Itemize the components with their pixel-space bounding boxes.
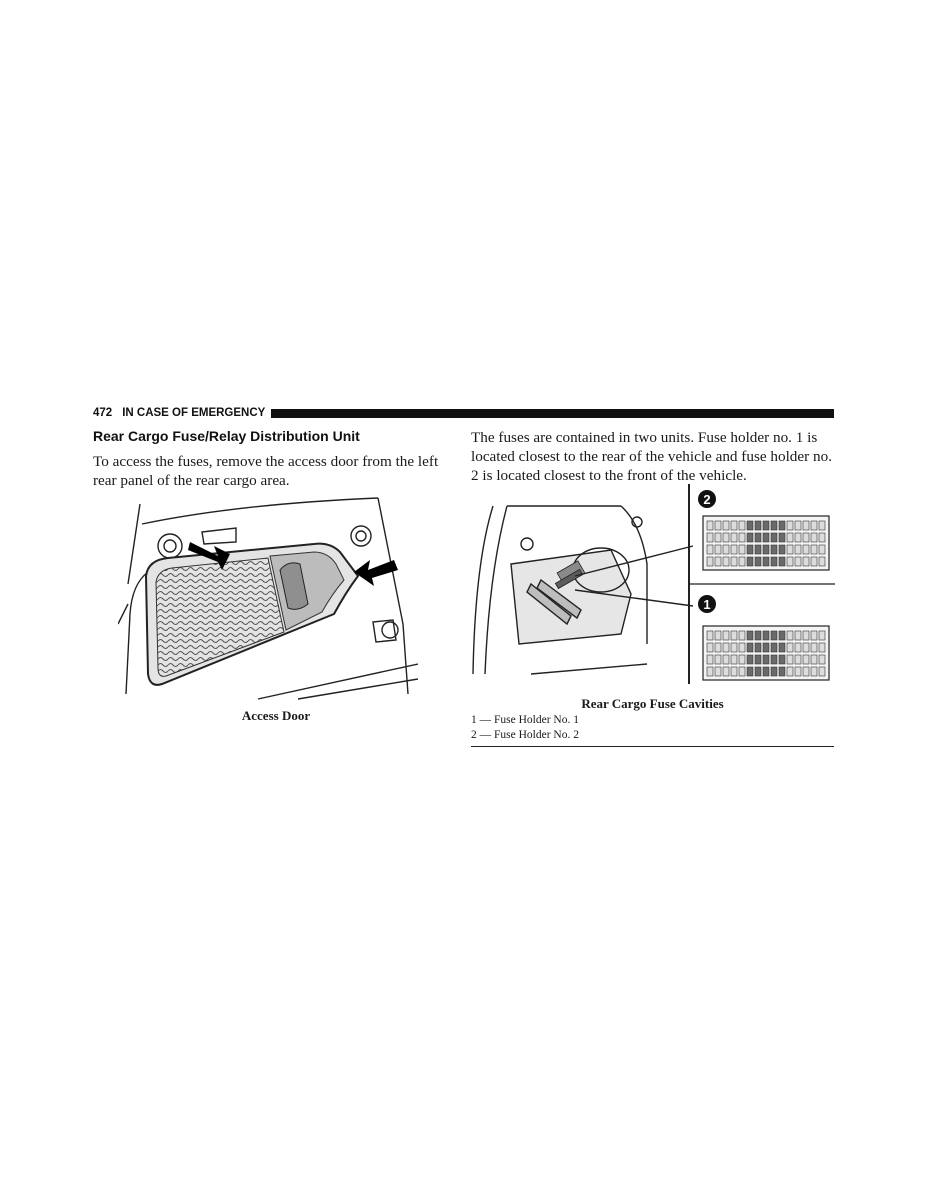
fuse-cavity	[731, 545, 737, 554]
fuse-cavity	[795, 631, 801, 640]
fuse-cavity	[795, 557, 801, 566]
fuse-cavity	[787, 667, 793, 676]
fuse-cavity	[747, 521, 753, 530]
fuse-cavity	[787, 643, 793, 652]
fuse-cavity	[779, 521, 785, 530]
fuse-cavity	[715, 557, 721, 566]
fuse-cavity	[723, 667, 729, 676]
fuse-cavity	[771, 545, 777, 554]
section-title: IN CASE OF EMERGENCY	[122, 407, 266, 419]
fuse-cavity	[715, 545, 721, 554]
section-heading: Rear Cargo Fuse/Relay Distribution Unit	[93, 428, 360, 444]
fuse-cavity	[755, 631, 761, 640]
fuse-cavity	[715, 631, 721, 640]
legend-item-1: 1 — Fuse Holder No. 1	[471, 714, 579, 726]
fuse-cavity	[811, 655, 817, 664]
fuse-cavity	[755, 545, 761, 554]
fuse-cavity	[795, 521, 801, 530]
fuse-cavity	[739, 533, 745, 542]
fuse-cavity	[731, 631, 737, 640]
fuse-cavity	[747, 545, 753, 554]
fuse-cavity	[795, 643, 801, 652]
fuse-cavity	[723, 521, 729, 530]
fuse-cavity	[755, 533, 761, 542]
fuse-cavity	[763, 667, 769, 676]
fuse-cavity	[787, 631, 793, 640]
fuse-cavity	[707, 655, 713, 664]
figure2-caption: Rear Cargo Fuse Cavities	[581, 696, 724, 711]
fuse-cavity	[707, 643, 713, 652]
fuse-cavity	[819, 631, 825, 640]
fuse-cavity	[803, 667, 809, 676]
fuse-cavity	[755, 667, 761, 676]
fuse-cavity	[811, 643, 817, 652]
fuse-cavity	[763, 643, 769, 652]
fuse-cavity	[803, 521, 809, 530]
legend-item-2: 2 — Fuse Holder No. 2	[471, 729, 579, 741]
fuse-cavity	[779, 643, 785, 652]
fuse-cavity	[819, 643, 825, 652]
fuse-cavity	[755, 643, 761, 652]
fuse-cavity	[731, 655, 737, 664]
fuse-cavity	[787, 545, 793, 554]
fuse-cavity	[739, 667, 745, 676]
fuse-cavity	[739, 545, 745, 554]
fuse-cavity	[723, 631, 729, 640]
fuse-cavity	[747, 533, 753, 542]
fuse-cavity	[723, 545, 729, 554]
fuse-cavity	[723, 655, 729, 664]
fuse-cavity	[779, 631, 785, 640]
page-number: 472	[93, 407, 113, 419]
fuse-cavity	[819, 533, 825, 542]
fuse-cavity	[811, 533, 817, 542]
header-bar	[271, 409, 834, 418]
fuse-cavity	[803, 557, 809, 566]
callout-1: 1	[703, 597, 711, 612]
fuse-cavity	[819, 667, 825, 676]
access-door-illustration	[118, 494, 418, 704]
figure1-caption: Access Door	[241, 708, 311, 723]
fuse-cavity	[803, 545, 809, 554]
fuse-cavity	[715, 643, 721, 652]
fuse-cavities-illustration	[471, 484, 835, 694]
fuse-cavity	[763, 521, 769, 530]
fuse-cavity	[803, 631, 809, 640]
fuse-cavity	[707, 521, 713, 530]
fuse-cavity	[771, 655, 777, 664]
fuse-cavity	[763, 631, 769, 640]
fuse-cavity	[771, 667, 777, 676]
fuse-cavity	[771, 631, 777, 640]
fuse-cavity	[779, 655, 785, 664]
fuse-cavity	[739, 521, 745, 530]
fuse-holder-1-diagram	[703, 626, 829, 680]
fuse-holder-2-diagram	[703, 516, 829, 570]
fuse-cavity	[811, 667, 817, 676]
fuse-cavity	[723, 533, 729, 542]
fuse-cavity	[739, 655, 745, 664]
fuse-cavity	[747, 643, 753, 652]
fuse-cavity	[787, 533, 793, 542]
fuse-cavity	[723, 643, 729, 652]
fuse-cavity	[779, 545, 785, 554]
fuse-cavity	[755, 655, 761, 664]
fuse-cavity	[715, 533, 721, 542]
fuse-cavity	[771, 557, 777, 566]
fuse-cavity	[731, 521, 737, 530]
fuse-cavity	[803, 643, 809, 652]
fuse-cavity	[811, 545, 817, 554]
fuse-cavity	[707, 533, 713, 542]
fuse-cavity	[763, 655, 769, 664]
fuse-cavity	[747, 655, 753, 664]
fuse-cavity	[779, 557, 785, 566]
fuse-cavity	[707, 545, 713, 554]
fuse-cavity	[811, 521, 817, 530]
fuse-cavity	[707, 667, 713, 676]
fuse-cavity	[731, 533, 737, 542]
fuse-cavity	[715, 521, 721, 530]
fuse-cavity	[707, 557, 713, 566]
fuse-cavity	[771, 521, 777, 530]
fuse-cavity	[803, 655, 809, 664]
fuse-cavity	[763, 557, 769, 566]
fuse-cavity	[739, 557, 745, 566]
fuse-cavity	[747, 631, 753, 640]
fuse-cavity	[787, 557, 793, 566]
fuse-cavity	[819, 557, 825, 566]
fuse-cavity	[731, 643, 737, 652]
fuse-cavity	[731, 557, 737, 566]
fuse-cavity	[763, 545, 769, 554]
fuse-cavity	[795, 533, 801, 542]
fuse-cavity	[715, 655, 721, 664]
fuse-cavity	[779, 533, 785, 542]
fuse-cavity	[739, 631, 745, 640]
fuse-cavity	[811, 631, 817, 640]
fuse-cavity	[803, 533, 809, 542]
legend-rule	[471, 746, 834, 747]
fuse-cavity	[747, 557, 753, 566]
fuse-cavity	[787, 655, 793, 664]
access-instructions: To access the fuses, remove the access door from the left rear panel of the rear cargo area.	[93, 453, 439, 489]
callout-2: 2	[703, 492, 711, 507]
fuse-cavity	[819, 655, 825, 664]
page-header	[93, 406, 834, 420]
fuse-cavity	[787, 521, 793, 530]
fuse-cavity	[795, 667, 801, 676]
fuse-cavity	[731, 667, 737, 676]
fuse-cavity	[747, 667, 753, 676]
fuse-cavity	[755, 557, 761, 566]
fuse-cavity	[795, 655, 801, 664]
fuse-cavity	[755, 521, 761, 530]
fuse-cavity	[707, 631, 713, 640]
fuse-cavity	[819, 521, 825, 530]
figure2-legend	[471, 713, 834, 747]
fuse-cavity	[739, 643, 745, 652]
fuse-cavity	[779, 667, 785, 676]
fuse-cavity	[811, 557, 817, 566]
fuse-cavity	[795, 545, 801, 554]
fuse-cavity	[771, 643, 777, 652]
fuse-units-description: The fuses are contained in two units. Fuse holder no. 1 is located closest to the rear of the vehicle and fuse holder no. 2 is located closest to the front of the vehicle.	[471, 429, 832, 484]
fuse-cavity	[771, 533, 777, 542]
fuse-cavity	[723, 557, 729, 566]
fuse-cavity	[819, 545, 825, 554]
fuse-cavity	[715, 667, 721, 676]
fuse-cavity	[763, 533, 769, 542]
